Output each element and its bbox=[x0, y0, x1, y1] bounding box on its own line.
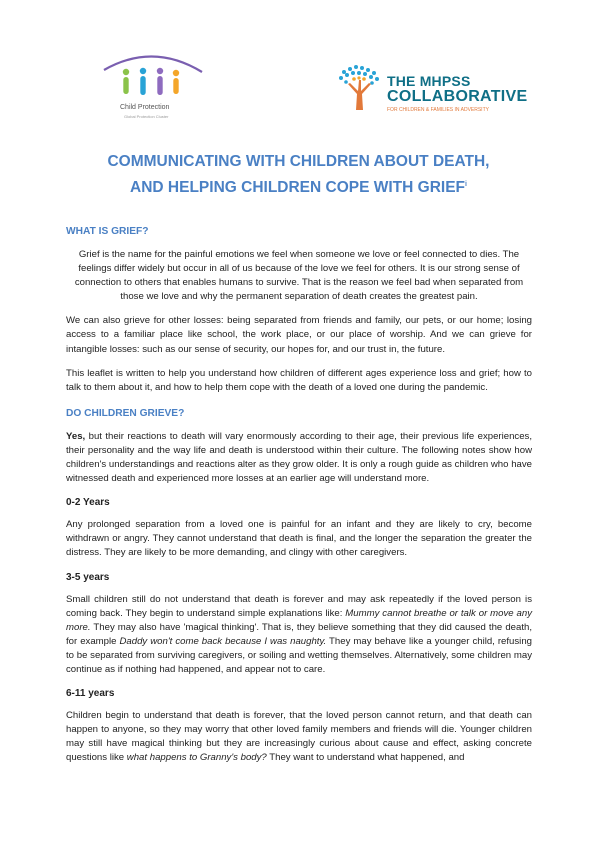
document-title-line2 bbox=[40, 174, 557, 199]
child-protection-logo-subtitle: Global Protection Cluster bbox=[124, 114, 169, 119]
age-heading-6-11: 6-11 years bbox=[66, 688, 115, 700]
age-0-2-paragraph: Any prolonged separation from a loved one is painful for an infant and they are likely to cry, become withdrawn or angry. They cannot understand that death is final, and the longer the separation the greater the distress. They are likely to be more demanding, and clingy with other caregivers. bbox=[66, 519, 532, 559]
grief-paragraph-1: Grief is the name for the painful emotions we feel when someone we love or feel connected to dies. The feelings differ widely but occur in all of us because of the love we feel for others. It is our strong sense of connection to others that enables humans to survive. That is the reason we feel bad when separated from those we love and why the permanent separation of death creates the greatest pain. bbox=[74, 249, 524, 303]
age-3-5-text-2: They may also have 'magical thinking'. That is, they believe something that they did caused the death, for example bbox=[66, 621, 532, 647]
children-grieve-text: but their reactions to death will vary enormously according to their age, their previous life experiences, their personality and the way life and death is understood within their culture. The following notes show how children's understandings and reactions alter as they grow older. It is only a rough guide as children who have witnessed death and experienced more losses at an earlier age will understand more. bbox=[66, 430, 532, 485]
document-title-line1: COMMUNICATING WITH CHILDREN ABOUT DEATH, bbox=[107, 153, 490, 170]
age-3-5-paragraph bbox=[66, 593, 532, 678]
age-3-5-text-3: They may behave like a younger child, refusing to be separated from surviving caregivers, or soiling and wetting themselves. Alternatively, some children may continue as if nothing had happened, and appear not to care. bbox=[66, 635, 532, 675]
children-grieve-paragraph bbox=[66, 430, 532, 486]
mhpss-logo-line2: COLLABORATIVE bbox=[387, 88, 528, 105]
child-protection-logo-title: Child Protection bbox=[120, 104, 170, 111]
document-body bbox=[66, 225, 532, 765]
age-heading-0-2: 0-2 Years bbox=[66, 497, 110, 509]
age-6-11-text-2: They want to understand what happened, and bbox=[266, 752, 465, 764]
age-3-5-italic-2: Daddy won't come back because I was naughty. bbox=[119, 635, 327, 647]
children-grieve-yes: Yes, bbox=[66, 430, 86, 442]
mhpss-logo-tagline: FOR CHILDREN & FAMILIES IN ADVERSITY bbox=[387, 107, 489, 113]
age-6-11-paragraph bbox=[66, 709, 532, 765]
tree-icon bbox=[334, 64, 384, 114]
age-heading-3-5: 3-5 years bbox=[66, 571, 110, 583]
title-footnote-mark: i bbox=[465, 181, 467, 188]
age-6-11-italic-1: what happens to Granny's body? bbox=[126, 752, 267, 764]
age-6-11-text-1: Children begin to understand that death is forever, that the loved person cannot return, and that death can happen to anyone, so they may worry that other loved family members and friends will die. Younger children may still have magical thinking but they are increasingly curious about cause and effect, asking concrete questions like bbox=[66, 710, 532, 764]
child-protection-logo bbox=[98, 50, 218, 130]
grief-paragraph-3: This leaflet is written to help you understand how children of different ages experience loss and grief; how to talk to them about it, and how to help them cope with the death of a loved one during the pandemic. bbox=[66, 367, 532, 393]
child-protection-emblem-icon bbox=[98, 50, 218, 106]
age-3-5-text-1: Small children still do not understand that death is forever and may ask repeatedly if the loved person is coming back. They begin to understand simple explanations like: bbox=[66, 593, 532, 619]
document-title-line2-text: AND HELPING CHILDREN COPE WITH GRIEF bbox=[130, 179, 466, 197]
age-3-5-italic-1: Mummy cannot breathe or talk or move any more. bbox=[66, 607, 532, 633]
section-heading-do-children-grieve: DO CHILDREN GRIEVE? bbox=[66, 407, 185, 419]
mhpss-logo-line1: THE MHPSS bbox=[387, 73, 471, 89]
section-heading-what-is-grief: WHAT IS GRIEF? bbox=[66, 226, 149, 237]
mhpss-collaborative-logo bbox=[334, 64, 534, 114]
grief-paragraph-2: We can also grieve for other losses: being separated from friends and family, our pets, or our home; losing access to a familiar place like school, the work place, or our place of worship. And we can grieve for intangible losses: such as our sense of security, our hopes for, and our trust in, the future. bbox=[66, 315, 532, 355]
